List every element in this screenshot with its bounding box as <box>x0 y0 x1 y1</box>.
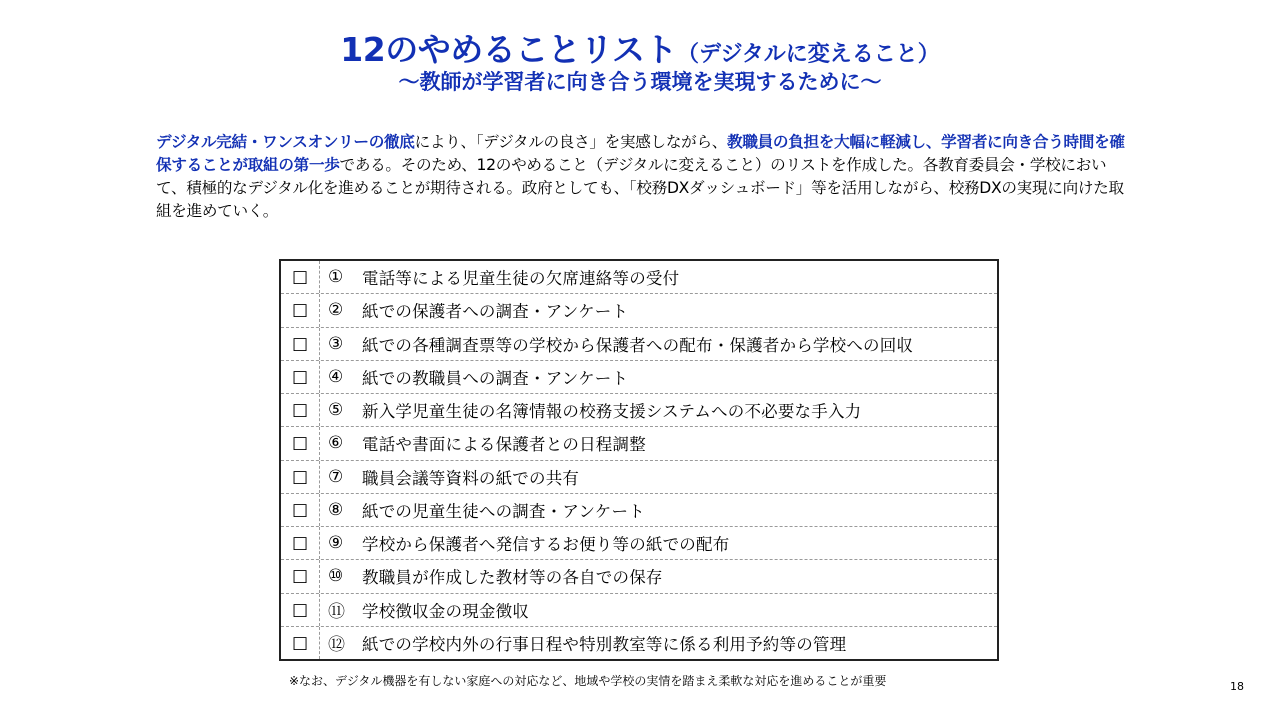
title-main: 12のやめることリスト <box>340 30 678 69</box>
item-text: 紙での教職員への調査・アンケート <box>362 368 629 388</box>
footnote: ※なお、デジタル機器を有しない家庭への対応など、地域や学校の実情を踏まえ柔軟な対応を進めることが重要 <box>289 674 887 688</box>
item-number: ⑤ <box>328 400 344 421</box>
item-number: ⑪ <box>328 602 345 623</box>
list-item <box>281 361 997 394</box>
list-item <box>281 394 997 427</box>
list-item <box>281 594 997 627</box>
item-text: 学校から保護者へ発信するお便り等の紙での配布 <box>362 535 730 555</box>
item-text: 電話や書面による保護者との日程調整 <box>362 435 646 455</box>
item-text: 紙での児童生徒への調査・アンケート <box>362 501 645 521</box>
page-title <box>0 24 1280 71</box>
item-number: ① <box>328 267 344 288</box>
item-text: 職員会議等資料の紙での共有 <box>362 468 580 488</box>
list-item <box>281 294 997 327</box>
stop-list <box>279 259 999 661</box>
list-item <box>281 560 997 593</box>
list-item <box>281 427 997 460</box>
checkbox[interactable]: □ <box>281 328 320 360</box>
item-number: ⑫ <box>328 635 345 656</box>
page-number: 18 <box>1230 680 1244 693</box>
checkbox[interactable]: □ <box>281 560 320 592</box>
checkbox[interactable]: □ <box>281 494 320 526</box>
item-text: 紙での各種調査票等の学校から保護者への配布・保護者から学校への回収 <box>362 335 914 355</box>
list-item <box>281 461 997 494</box>
checkbox[interactable]: □ <box>281 627 320 659</box>
checkbox[interactable]: □ <box>281 461 320 493</box>
intro-emphasis-2: 教職員の負担を大幅に軽減し、学習者に向き合う時間を確保することが取組の第一歩 <box>156 133 1125 174</box>
item-number: ⑧ <box>328 499 344 520</box>
checkbox[interactable]: □ <box>281 394 320 426</box>
list-item <box>281 627 997 659</box>
item-number: ⑩ <box>328 566 344 587</box>
list-item <box>281 261 997 294</box>
intro-text-1: により、「デジタルの良さ」を実感しながら、 <box>414 133 728 151</box>
item-number: ⑦ <box>328 466 344 487</box>
intro-emphasis-1: デジタル完結・ワンスオンリーの徹底 <box>156 133 415 151</box>
checkbox[interactable]: □ <box>281 527 320 559</box>
item-number: ⑨ <box>328 533 344 554</box>
checkbox[interactable]: □ <box>281 361 320 393</box>
item-text: 教職員が作成した教材等の各自での保存 <box>362 568 663 588</box>
item-text: 紙での保護者への調査・アンケート <box>362 302 629 322</box>
checkbox[interactable]: □ <box>281 261 320 293</box>
item-number: ④ <box>328 366 344 387</box>
item-number: ② <box>328 300 344 321</box>
page-subtitle: ～教師が学習者に向き合う環境を実現するために～ <box>398 70 882 94</box>
list-item <box>281 328 997 361</box>
intro-text-2: である。そのため、12のやめること（デジタルに変えること）のリストを作成した。各教育委員会・学校において、積極的なデジタル化を進めることが期待される。政府としても、「校務DXダッシュボード」等を活用しながら、校務DXの実現に向けた取組を進めていく。 <box>156 156 1124 220</box>
item-text: 電話等による児童生徒の欠席連絡等の受付 <box>362 269 680 289</box>
checkbox[interactable]: □ <box>281 594 320 626</box>
title-parenthetical: （デジタルに変えること） <box>677 42 940 67</box>
checkbox[interactable]: □ <box>281 294 320 326</box>
item-number: ③ <box>328 333 344 354</box>
checkbox[interactable]: □ <box>281 427 320 459</box>
list-item <box>281 494 997 527</box>
item-text: 新入学児童生徒の名簿情報の校務支援システムへの不必要な手入力 <box>362 402 862 422</box>
item-text: 学校徴収金の現金徴収 <box>362 601 529 621</box>
item-number: ⑥ <box>328 433 344 454</box>
intro-paragraph <box>156 131 1126 223</box>
list-item <box>281 527 997 560</box>
item-text: 紙での学校内外の行事日程や特別教室等に係る利用予約等の管理 <box>362 634 847 654</box>
